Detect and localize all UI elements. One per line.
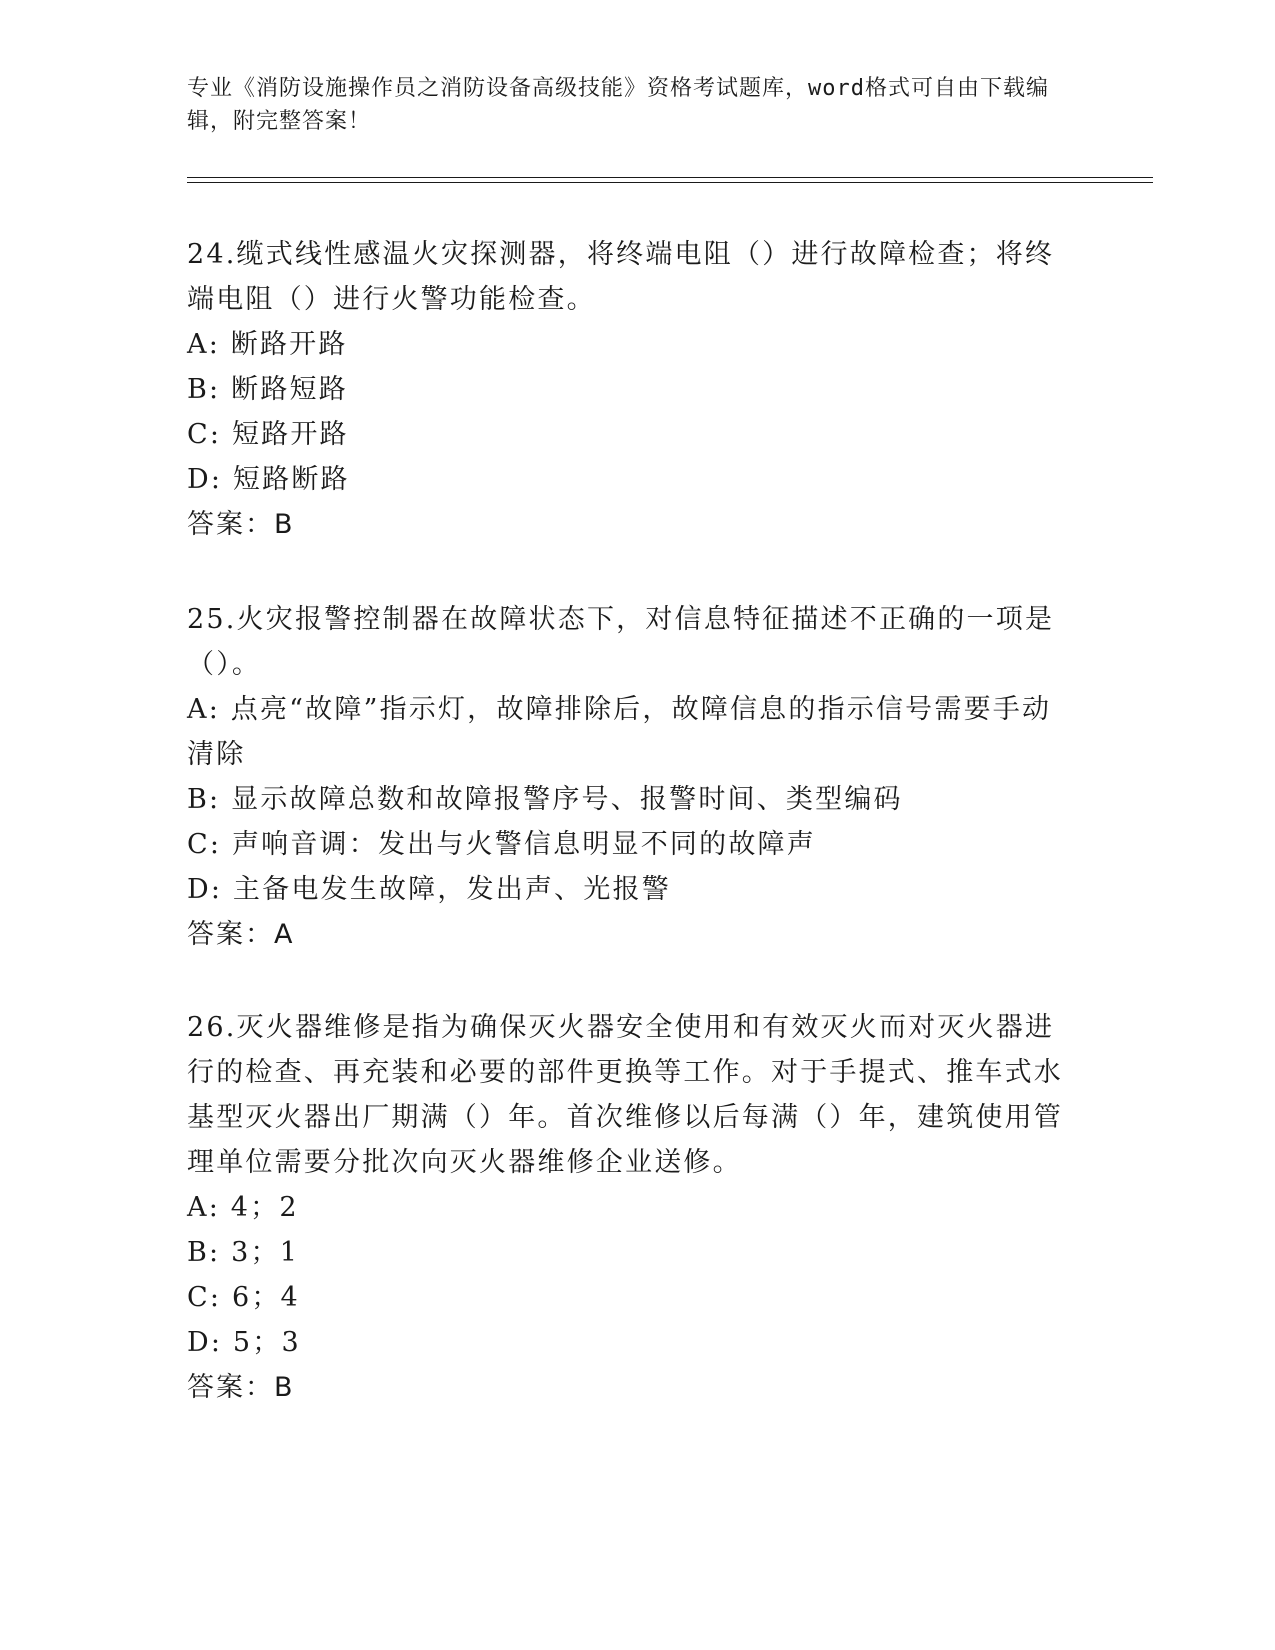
option-a: A: 点亮“故障”指示灯，故障排除后，故障信息的指示信号需要手动清除: [187, 694, 1052, 770]
option-a: A: 4；2: [187, 1192, 299, 1223]
option-c: C: 短路开路: [187, 419, 349, 450]
question-stem: 25.火灾报警控制器在故障状态下，对信息特征描述不正确的一项是（）。: [187, 604, 1055, 680]
question-stem: 26.灭火器维修是指为确保灭火器安全使用和有效灭火而对灭火器进行的检查、再充装和必要的部件更换等工作。对于手提式、推车式水基型灭火器出厂期满（）年。首次维修以后每满（）年，建筑使用管理单位需要分批次向灭火器维修企业送修。: [187, 1012, 1063, 1178]
option-d: D: 短路断路: [187, 464, 350, 495]
option-c: C: 声响音调：发出与火警信息明显不同的故障声: [187, 829, 816, 860]
question-24: [187, 232, 1077, 547]
option-b: B: 断路短路: [187, 374, 348, 405]
header-divider-bottom: [187, 182, 1153, 183]
option-b: B: 3；1: [187, 1237, 300, 1268]
question-25: [187, 597, 1077, 957]
answer: 答案：B: [187, 1372, 295, 1403]
option-c: C: 6；4: [187, 1282, 300, 1313]
option-d: D: 主备电发生故障，发出声、光报警: [187, 874, 671, 905]
answer: 答案：B: [187, 509, 295, 540]
document-header: 专业《消防设施操作员之消防设备高级技能》资格考试题库，word格式可自由下载编辑，附完整答案！: [187, 76, 1049, 134]
option-a: A: 断路开路: [187, 329, 348, 360]
header-divider-top: [187, 177, 1153, 178]
option-b: B: 显示故障总数和故障报警序号、报警时间、类型编码: [187, 784, 903, 815]
question-26: [187, 1005, 1077, 1410]
answer: 答案：A: [187, 919, 295, 950]
question-stem: 24.缆式线性感温火灾探测器，将终端电阻（）进行故障检查；将终端电阻（）进行火警功能检查。: [187, 239, 1055, 315]
option-d: D: 5；3: [187, 1327, 301, 1358]
